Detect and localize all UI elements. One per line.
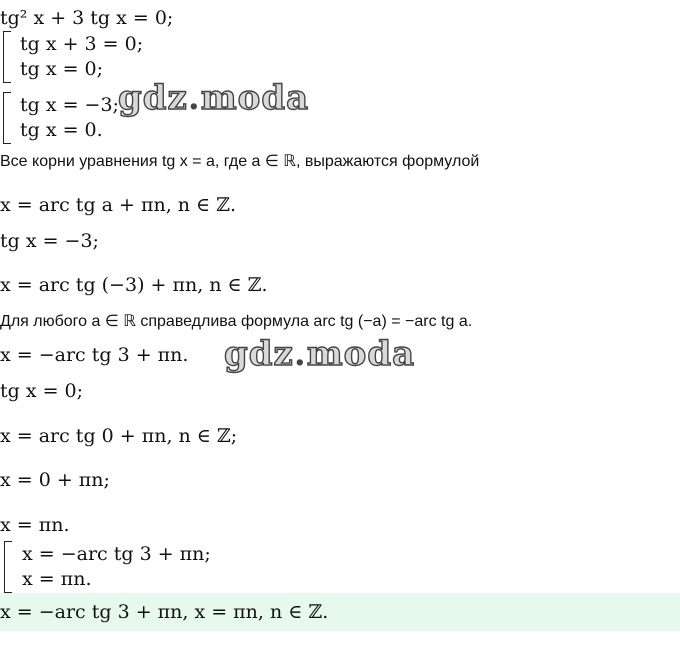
formula-line: tg x = 0;	[0, 380, 84, 402]
system-line: tg x = 0;	[20, 58, 104, 80]
system-bracket	[3, 31, 11, 83]
explanation-text: Для любого a ∈ ℝ справедлива формула arc tg (−a) = −arc tg a.	[0, 313, 473, 330]
system-bracket	[3, 92, 11, 144]
watermark-logo: gdz.moda	[118, 78, 310, 118]
formula-line: x = arc tg 0 + πn, n ∈ ℤ;	[0, 425, 238, 447]
formula-line: x = 0 + πn;	[0, 469, 110, 491]
system-bracket	[4, 541, 12, 593]
formula-line: x = πn.	[0, 514, 70, 536]
formula-line: tg x = −3;	[0, 230, 99, 252]
formula-line: x = −arc tg 3 + πn.	[0, 344, 189, 366]
watermark-logo: gdz.moda	[224, 334, 416, 374]
system-line: tg x = 0.	[20, 119, 103, 141]
system-line: x = −arc tg 3 + πn;	[22, 543, 211, 565]
formula-line: x = arc tg a + πn, n ∈ ℤ.	[0, 194, 237, 216]
answer-text: x = −arc tg 3 + πn, x = πn, n ∈ ℤ.	[0, 601, 329, 623]
system-line: x = πn.	[22, 568, 92, 590]
formula-line: x = arc tg (−3) + πn, n ∈ ℤ.	[0, 274, 268, 296]
answer-box	[0, 593, 680, 631]
explanation-text: Все корни уравнения tg x = a, где a ∈ ℝ, выражаются формулой	[0, 153, 480, 170]
system-line: tg x = −3;	[20, 94, 119, 116]
equation-line: tg² x + 3 tg x = 0;	[0, 7, 174, 29]
system-line: tg x + 3 = 0;	[20, 33, 144, 55]
